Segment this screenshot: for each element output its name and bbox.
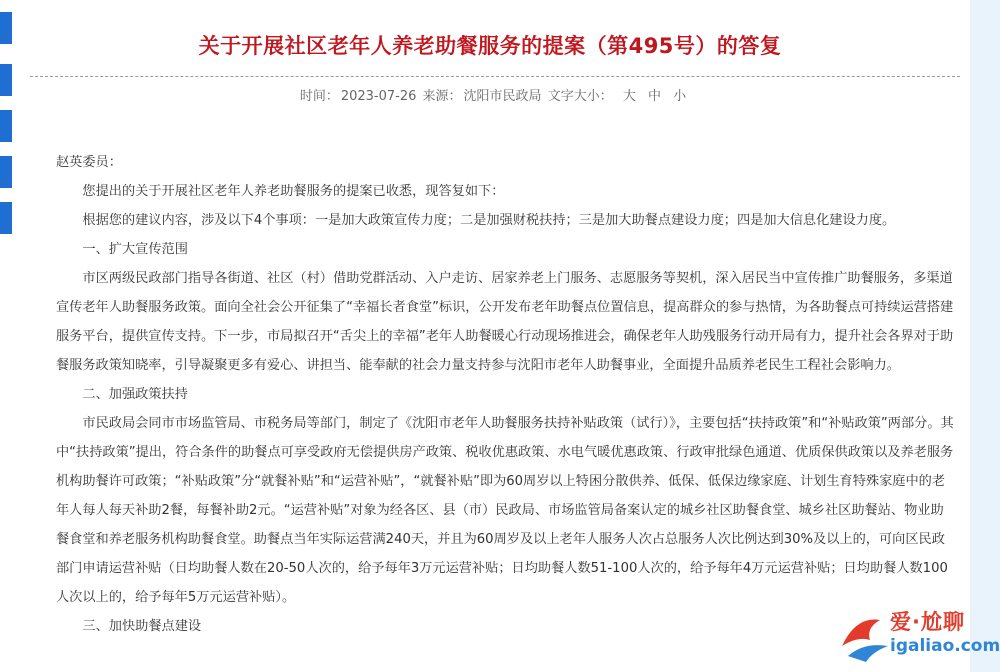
- side-tab[interactable]: [0, 64, 12, 96]
- paragraph: 市区两级民政部门指导各街道、社区（村）借助党群活动、入户走访、居家养老上门服务、志愿服务等契机，深入居民当中宣传推广助餐服务，多渠道宣传老年人助餐服务政策。面向全社会公开征集了“幸福长者食堂”标识，公开发布老年助餐点位置信息，提高群众的参与热情，为各助餐点可持续运营搭建服务平台，提供宣传支持。下一步，市局拟召开“舌尖上的幸福”老年人助餐暖心行动现场推进会，确保老年人助残服务行动开局有力，提升社会各界对于助餐服务政策知晓率，引导凝聚更多有爱心、讲担当、能奉献的社会力量支持参与沈阳市老年人助餐事业，全面提升品质养老民生工程社会影响力。: [56, 271, 954, 373]
- title-divider: [30, 76, 960, 77]
- right-side-panel: [970, 0, 1000, 672]
- watermark-text: 爱·尬聊: [890, 610, 965, 634]
- font-size-label: 文字大小：: [547, 89, 613, 104]
- font-size-small-button[interactable]: 小: [673, 89, 687, 104]
- side-tab[interactable]: [0, 110, 12, 142]
- section-heading: 一、扩大宣传范围: [82, 242, 188, 257]
- article-meta: [30, 85, 960, 104]
- article-body: [56, 148, 956, 641]
- paragraph: 根据您的建议内容，涉及以下4个事项：一是加大政策宣传力度；二是加强财税扶持；三是加大助餐点建设力度；四是加大信息化建设力度。: [82, 213, 896, 228]
- source-label: 来源：: [422, 89, 462, 104]
- font-size-large-button[interactable]: 大: [622, 89, 636, 104]
- section-heading: 二、加强政策扶持: [82, 387, 188, 402]
- time-label: 时间：: [299, 89, 339, 104]
- watermark-url: igaliao.com: [890, 636, 1000, 656]
- watermark-logo-icon: [836, 606, 896, 666]
- section-heading: 三、加快助餐点建设: [82, 619, 202, 634]
- source-value: 沈阳市民政局: [463, 89, 542, 104]
- font-size-medium-button[interactable]: 中: [648, 89, 662, 104]
- page-title: 关于开展社区老年人养老助餐服务的提案（第495号）的答复: [198, 34, 782, 58]
- paragraph: 您提出的关于开展社区老年人养老助餐服务的提案已收悉，现答复如下：: [82, 184, 505, 199]
- salutation: 赵英委员：: [56, 155, 122, 170]
- side-tab[interactable]: [0, 12, 12, 44]
- time-value: 2023-07-26: [340, 89, 417, 104]
- side-tab[interactable]: [0, 156, 12, 188]
- paragraph: 市民政局会同市市场监管局、市税务局等部门，制定了《沈阳市老年人助餐服务扶持补贴政策（试行）》，主要包括“扶持政策”和“补贴政策”两部分。其中“扶持政策”提出，符合条件的助餐点可享受政府无偿提供房产政策、税收优惠政策、水电气暖优惠政策、行政审批绿色通道、优质保供政策以及养老服务机构助餐许可政策；“补贴政策”分“就餐补贴”和“运营补贴”，“就餐补贴”即为60周岁以上特困分散供养、低保、低保边缘家庭、计划生育特殊家庭中的老年人每人每天补助2餐，每餐补助2元。“运营补贴”对象为经各区、县（市）民政局、市场监管局备案认定的城乡社区助餐食堂、城乡社区助餐站、物业助餐食堂和养老服务机构助餐食堂。助餐点当年实际运营满240天，并且为60周岁及以上老年人服务人次占总服务人次比例达到30%及以上的，可向区民政部门申请运营补贴（日均助餐人数在20-50人次的，给予每年3万元运营补贴；日均助餐人数51-100人次的，给予每年4万元运营补贴；日均助餐人数100人次以上的，给予每年5万元运营补贴）。: [56, 416, 954, 605]
- site-watermark: [832, 600, 1000, 672]
- left-side-strip: [0, 0, 14, 672]
- side-tab[interactable]: [0, 202, 12, 234]
